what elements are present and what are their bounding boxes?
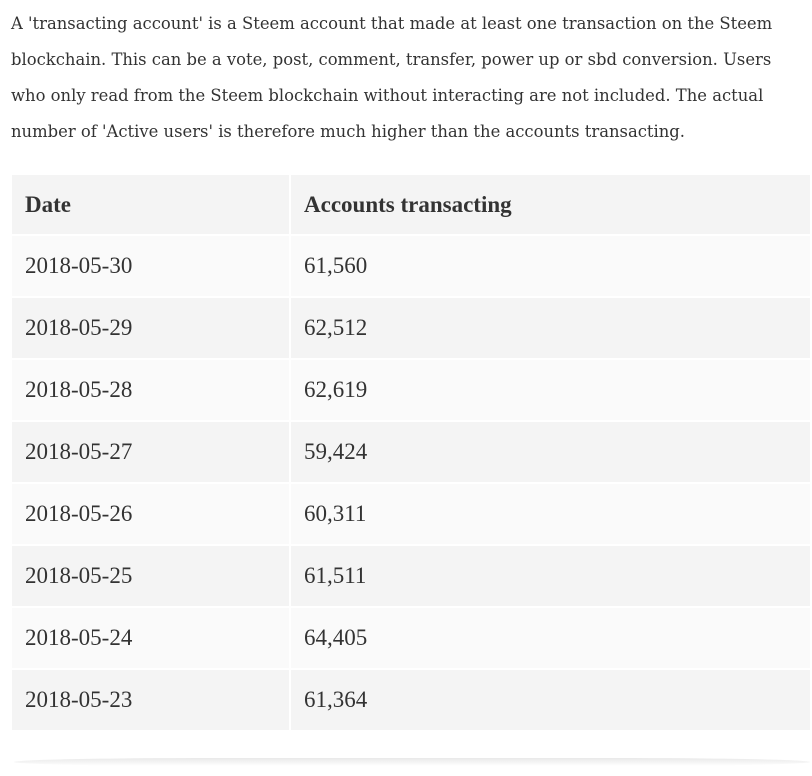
accounts-cell: 61,511: [291, 544, 810, 606]
accounts-cell: 62,619: [291, 358, 810, 420]
table-row: [12, 606, 810, 668]
table-header-row: [12, 175, 810, 234]
accounts-cell: 60,311: [291, 482, 810, 544]
table-row: [12, 544, 810, 606]
date-cell: 2018-05-26: [12, 482, 291, 544]
table-row: [12, 358, 810, 420]
transacting-accounts-table: [12, 175, 810, 730]
table-row: [12, 482, 810, 544]
column-header-accounts: Accounts transacting: [304, 191, 512, 217]
footer-divider-shadow: [14, 758, 810, 766]
date-cell: 2018-05-28: [12, 358, 291, 420]
date-cell: 2018-05-29: [12, 296, 291, 358]
intro-paragraph: A 'transacting account' is a Steem account that made at least one transaction on the Steem blockchain. This can be a vote, post, comment, transfer, power up or sbd conversion. Users who only read from the Steem blockchain without interacting are not included. The actual number of 'Active users' is therefore much higher than the accounts transacting.: [11, 14, 773, 141]
accounts-cell: 62,512: [291, 296, 810, 358]
table-row: [12, 296, 810, 358]
date-cell: 2018-05-27: [12, 420, 291, 482]
accounts-cell: 59,424: [291, 420, 810, 482]
accounts-cell: 64,405: [291, 606, 810, 668]
accounts-cell: 61,364: [291, 668, 810, 730]
accounts-cell: 61,560: [291, 234, 810, 296]
table-row: [12, 420, 810, 482]
table-row: [12, 668, 810, 730]
column-header-date: Date: [12, 175, 291, 234]
date-cell: 2018-05-23: [12, 668, 291, 730]
date-cell: 2018-05-25: [12, 544, 291, 606]
table-row: [12, 234, 810, 296]
date-cell: 2018-05-30: [12, 234, 291, 296]
date-cell: 2018-05-24: [12, 606, 291, 668]
